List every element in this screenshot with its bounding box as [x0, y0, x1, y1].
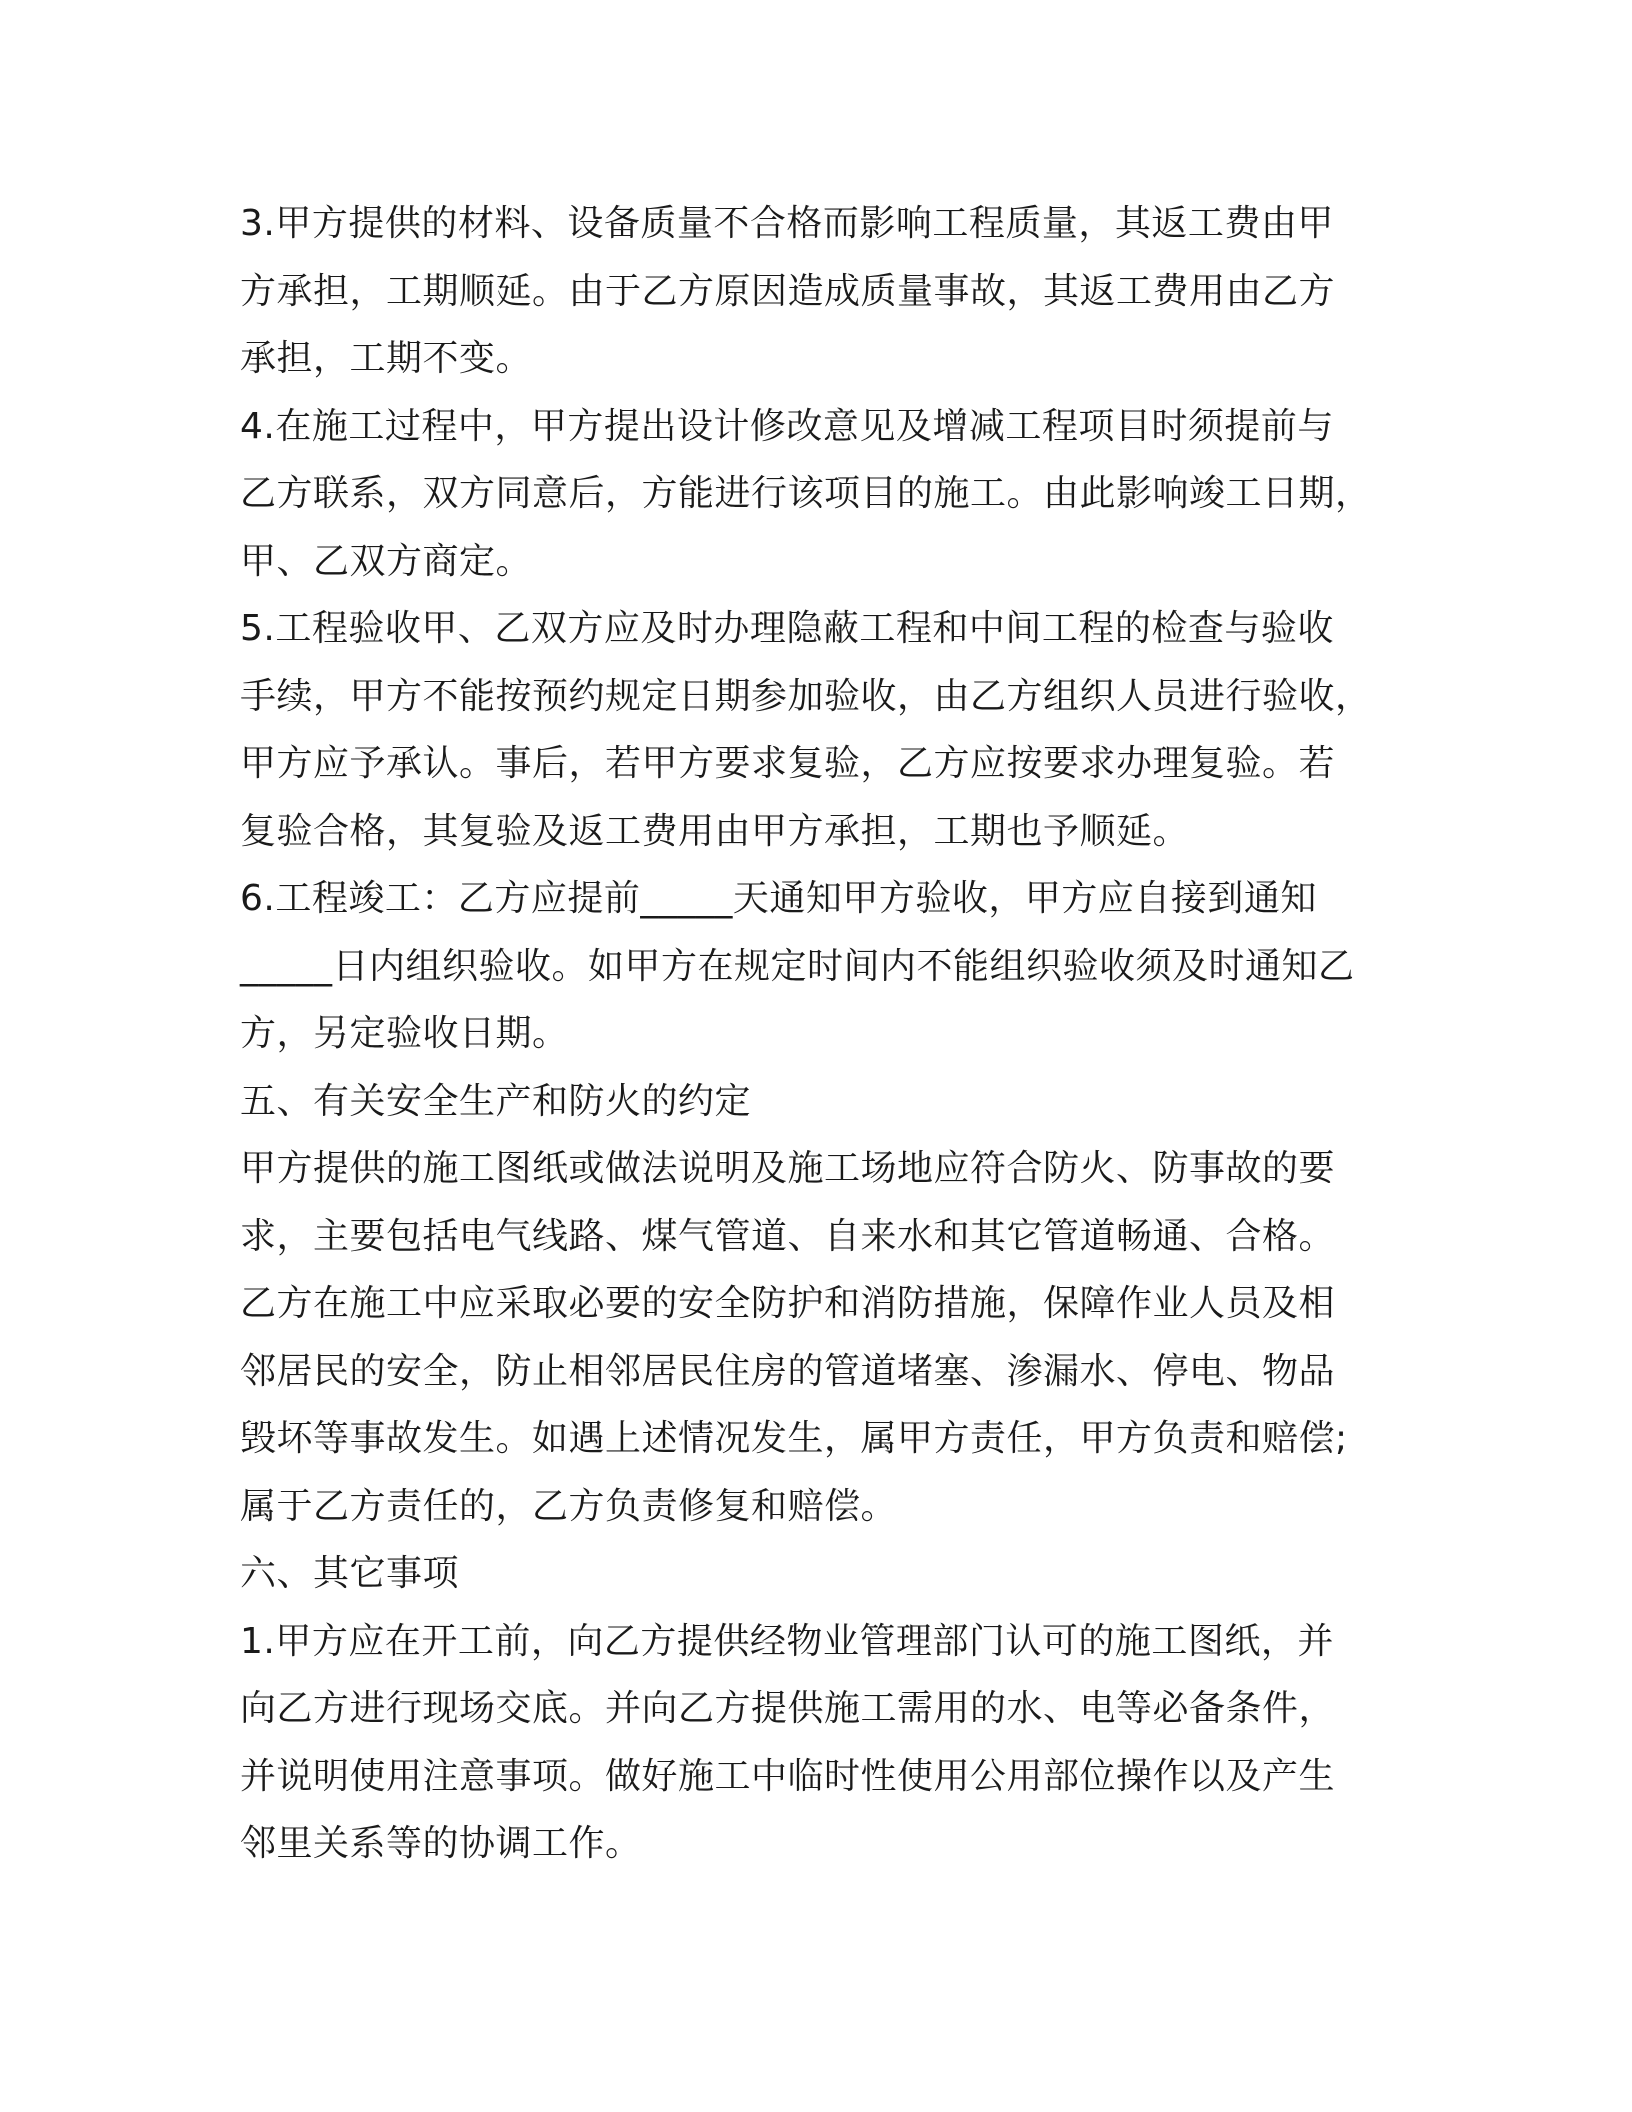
section-heading: 六、其它事项: [240, 1553, 460, 1594]
text-line: 邻居民的安全，防止相邻居民住房的管道堵塞、渗漏水、停电、物品: [240, 1350, 1336, 1392]
text-line: 属于乙方责任的，乙方负责修复和赔偿。: [240, 1485, 898, 1527]
section-heading: 五、有关安全生产和防火的约定: [240, 1080, 752, 1122]
text-line: 3.甲方提供的材料、设备质量不合格而影响工程质量，其返工费由甲: [240, 203, 1334, 244]
text-line: 5.工程验收甲、乙双方应及时办理隐蔽工程和中间工程的检查与验收: [240, 608, 1334, 649]
text-line: 毁坏等事故发生。如遇上述情况发生，属甲方责任，甲方负责和赔偿;: [240, 1418, 1348, 1459]
text-line: 向乙方进行现场交底。并向乙方提供施工需用的水、电等必备条件，: [240, 1688, 1336, 1729]
text-line: 复验合格，其复验及返工费用由甲方承担，工期也予顺延。: [240, 810, 1190, 852]
text-line: 1.甲方应在开工前，向乙方提供经物业管理部门认可的施工图纸，并: [240, 1620, 1334, 1662]
text-line: 乙方在施工中应采取必要的安全防护和消防措施，保障作业人员及相: [240, 1283, 1336, 1324]
text-line: 手续，甲方不能按预约规定日期参加验收，由乙方组织人员进行验收，: [240, 675, 1372, 717]
text-line: 承担，工期不变。: [240, 338, 533, 379]
text-line: 甲方应予承认。事后，若甲方要求复验，乙方应按要求办理复验。若: [240, 743, 1336, 784]
text-line: 方，另定验收日期。: [240, 1013, 569, 1054]
document-body: [240, 190, 1400, 1878]
text-line: 甲方提供的施工图纸或做法说明及施工场地应符合防火、防事故的要: [240, 1148, 1336, 1189]
text-line: 并说明使用注意事项。做好施工中临时性使用公用部位操作以及产生: [240, 1755, 1336, 1797]
text-line: 甲、乙双方商定。: [240, 540, 533, 582]
text-line: _____日内组织验收。如甲方在规定时间内不能组织验收须及时通知乙: [240, 945, 1355, 987]
text-line: 乙方联系，双方同意后，方能进行该项目的施工。由此影响竣工日期，: [240, 473, 1372, 514]
text-line: 4.在施工过程中，甲方提出设计修改意见及增减工程项目时须提前与: [240, 405, 1334, 447]
text-line: 6.工程竣工：乙方应提前_____天通知甲方验收，甲方应自接到通知: [240, 878, 1317, 919]
text-line: 邻里关系等的协调工作。: [240, 1823, 642, 1864]
text-line: 求，主要包括电气线路、煤气管道、自来水和其它管道畅通、合格。: [240, 1215, 1336, 1257]
text-line: 方承担，工期顺延。由于乙方原因造成质量事故，其返工费用由乙方: [240, 270, 1336, 312]
